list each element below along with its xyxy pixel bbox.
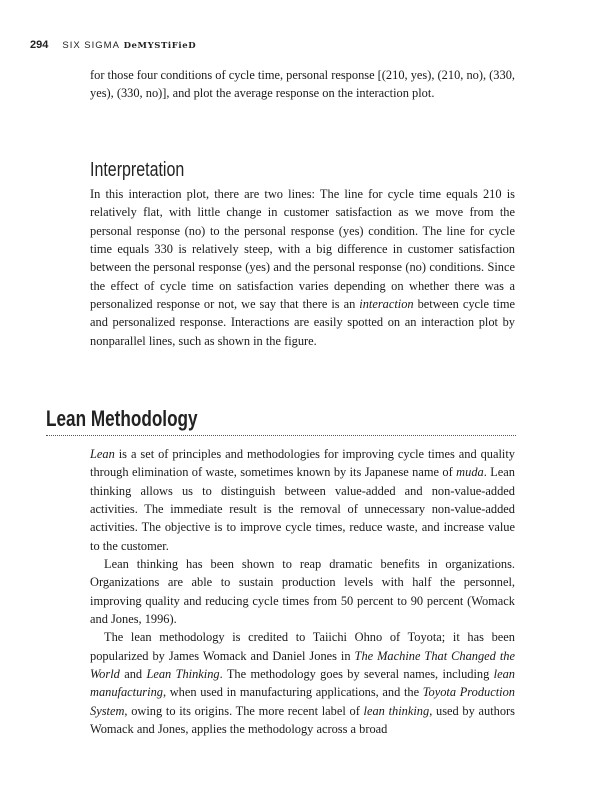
text-run: is a set of principles and methodologies for improving cycle times and quality through elimination of waste, sometimes known by its Japanese name of <box>90 447 515 480</box>
text-run: between cycle time and personalized response. Interactions are easily spotted on an interaction plot by nonparallel lines, such as shown in the figure. <box>90 297 515 348</box>
lean-body <box>90 445 515 739</box>
intro-text: for those four conditions of cycle time, personal response [(210, yes), (210, no), (330, yes), (330, no)], and plot the average response on the interaction plot. <box>90 68 515 101</box>
emphasis-term: lean thinking <box>363 703 430 718</box>
interpretation-heading: Interpretation <box>90 159 185 181</box>
intro-paragraph <box>90 66 515 103</box>
emphasis-term: muda <box>456 465 484 480</box>
book-title: Lean Thinking <box>146 667 220 682</box>
text-run: The lean methodology is credited to Taiichi Ohno of Toyota; it has been popularized by James Womack and Daniel Jones in <box>90 630 515 663</box>
interpretation-body <box>90 185 515 350</box>
running-head-brand: DeMYSTiFieD <box>123 41 197 51</box>
lean-paragraph-3 <box>90 628 515 738</box>
emphasis-term: Toyota Production System <box>90 685 515 718</box>
text-run: In this interaction plot, there are two lines: The line for cycle time equals 210 is relatively flat, with little change in customer satisfaction as we move from the personal response (no) to the personal response (yes) condition. The line for cycle time equals 330 is relatively steep, with a big difference in customer satisfaction between the personal response (yes) and the personal response (no) conditions. Since the effect of cycle time on satisfaction varies depending on whether there was a personalized response or not, we say that there is an <box>90 187 515 312</box>
text-run: , owing to its origins. The more recent label of <box>124 703 364 718</box>
text-run: , used by authors Womack and Jones, applies the methodology across a broad <box>90 703 515 737</box>
text-run: . Lean thinking allows us to distinguish between value-added and non-value-added activities. The immediate result is the removal of unnecessary non-value-added activities. The objective is to improve cycle times, reduce waste, and increase value to the customer. <box>90 465 515 553</box>
running-head-title: SIX SIGMA <box>62 40 120 51</box>
lean-methodology-heading: Lean Methodology <box>46 406 198 431</box>
book-title: The Machine That Changed the World <box>90 648 515 682</box>
emphasis-term: Lean <box>90 447 115 461</box>
text-run: . The methodology goes by several names, including <box>219 667 494 682</box>
lean-paragraph-1 <box>90 445 515 555</box>
emphasis-term: lean manufacturing <box>90 667 515 700</box>
lean-paragraph-2: Lean thinking has been shown to reap dramatic benefits in organizations. Organizations are able to sustain production levels with half the personnel, improving quality and reducing cycle times from 50 percent to 90 percent (Womack and Jones, 1996). <box>90 557 515 627</box>
text-run: and <box>119 667 147 682</box>
running-head <box>30 39 196 51</box>
interpretation-paragraph <box>90 185 515 350</box>
page-number: 294 <box>30 39 49 51</box>
text-run: , when used in manufacturing applications, and the <box>162 685 423 700</box>
section-divider <box>46 435 516 436</box>
emphasis-term: interaction <box>359 297 414 312</box>
